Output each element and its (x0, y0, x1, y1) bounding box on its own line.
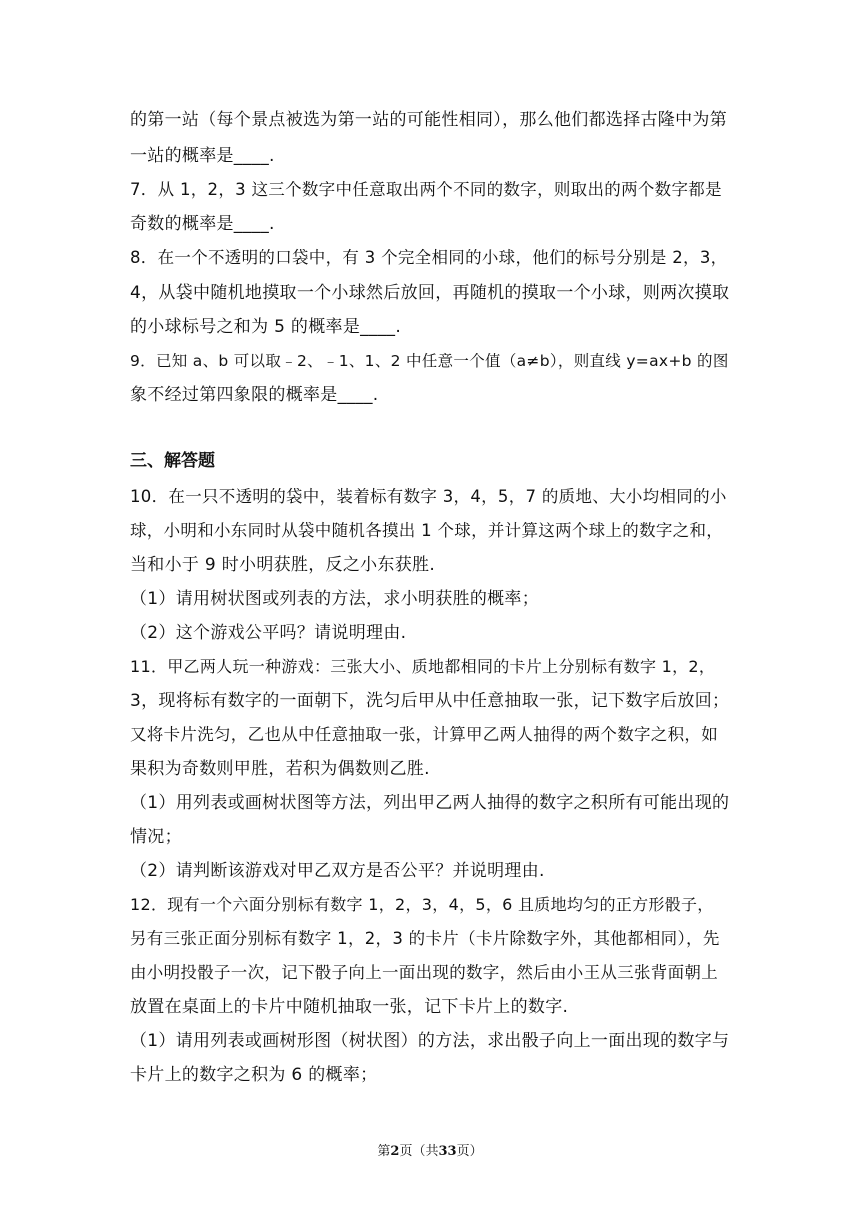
q11-sub-1a: （1）用列表或画树状图等方法，列出甲乙两人抽得的数字之积所有可能出现的 (130, 793, 730, 813)
q11-sub-1b: 情况； (130, 827, 182, 847)
q7-line-2: 奇数的概率是____. (130, 214, 275, 234)
q12-line-4: 放置在桌面上的卡片中随机抽取一张，记下卡片上的数字. (130, 997, 569, 1017)
q11-line-4: 果积为奇数则甲胜，若积为偶数则乙胜. (130, 759, 430, 779)
q10-line-3: 当和小于 9 时小明获胜，反之小东获胜. (130, 555, 436, 575)
q10-line-1: 10．在一只不透明的袋中，装着标有数字 3，4，5，7 的质地、大小均相同的小 (130, 487, 727, 506)
q10-line-2: 球，小明和小东同时从袋中随机各摸出 1 个球，并计算这两个球上的数字之和， (130, 521, 724, 540)
footer-suffix: 页） (456, 1144, 483, 1159)
q11-line-2: 3，现将标有数字的一面朝下，洗匀后甲从中任意抽取一张，记下数字后放回； (130, 691, 730, 711)
footer-prefix: 第 (377, 1144, 391, 1159)
footer-total-pages: 33 (438, 1144, 457, 1159)
q10-sub-2: （2）这个游戏公平吗？请说明理由. (130, 623, 407, 643)
q12-sub-1a: （1）请用列表或画树形图（树状图）的方法，求出骰子向上一面出现的数字与 (130, 1031, 730, 1051)
q8-line-1: 8．在一个不透明的口袋中，有 3 个完全相同的小球，他们的标号分别是 2，3， (130, 248, 728, 267)
q6-line-2: 一站的概率是____. (130, 146, 275, 166)
footer-page-number: 2 (390, 1144, 400, 1159)
q12-line-2: 另有三张正面分别标有数字 1，2，3 的卡片（卡片除数字外，其他都相同），先 (130, 929, 720, 948)
q11-line-3: 又将卡片洗匀，乙也从中任意抽取一张，计算甲乙两人抽得的两个数字之积，如 (130, 725, 718, 744)
q9-line-2: 象不经过第四象限的概率是____. (130, 385, 379, 405)
q12-line-1: 12．现有一个六面分别标有数字 1，2，3，4，5，6 且质地均匀的正方形骰子， (130, 895, 714, 914)
q8-line-3: 的小球标号之和为 5 的概率是____. (130, 317, 402, 337)
q7-line-1: 7．从 1，2，3 这三个数字中任意取出两个不同的数字，则取出的两个数字都是 (130, 180, 722, 199)
q10-sub-1: （1）请用树状图或列表的方法，求小明获胜的概率； (130, 589, 540, 609)
q11-line-1: 11．甲乙两人玩一种游戏：三张大小、质地都相同的卡片上分别标有数字 1，2， (130, 657, 716, 676)
page-footer (0, 1140, 860, 1159)
q12-line-3: 由小明投骰子一次，记下骰子向上一面出现的数字，然后由小王从三张背面朝上 (130, 963, 718, 982)
section-heading: 三、解答题 (130, 451, 215, 471)
q9-line-1: 9．已知 a、b 可以取﹣2、﹣1、1、2 中任意一个值（a≠b），则直线 y=ax+b 的图 (130, 352, 729, 370)
q6-line-1: 的第一站（每个景点被选为第一站的可能性相同），那么他们都选择古隆中为第 (130, 110, 727, 130)
q11-sub-2: （2）请判断该游戏对甲乙双方是否公平？并说明理由. (130, 861, 545, 881)
q8-line-2: 4，从袋中随机地摸取一个小球然后放回，再随机的摸取一个小球，则两次摸取 (130, 283, 730, 303)
q12-sub-1b: 卡片上的数字之积为 6 的概率； (130, 1065, 378, 1085)
footer-middle: 页（共 (399, 1144, 439, 1159)
